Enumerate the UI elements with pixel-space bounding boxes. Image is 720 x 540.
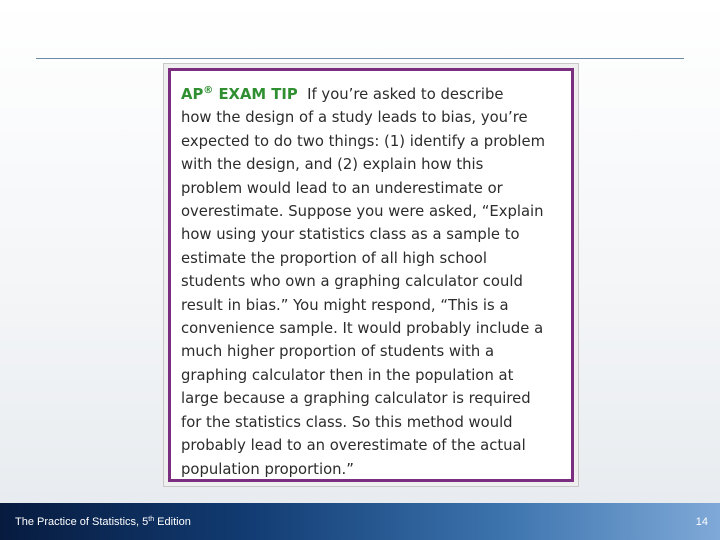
exam-tip-label-suffix: EXAM TIP	[213, 86, 298, 103]
book-title-suffix: Edition	[154, 516, 191, 528]
exam-tip-line: students who own a graphing calculator could	[181, 273, 523, 291]
exam-tip-line: with the design, and (2) explain how this	[181, 156, 484, 174]
exam-tip-line: how using your statistics class as a sample to	[181, 226, 520, 244]
title-divider	[36, 58, 684, 59]
exam-tip-image	[163, 63, 579, 487]
book-title	[15, 516, 191, 528]
exam-tip-line: much higher proportion of students with a	[181, 343, 495, 361]
exam-tip-line: overestimate. Suppose you were asked, “Explain	[181, 203, 544, 221]
book-title-prefix: The Practice of Statistics, 5	[15, 516, 149, 528]
exam-tip-line: estimate the proportion of all high school	[181, 249, 487, 267]
exam-tip-line: problem would lead to an underestimate or	[181, 179, 503, 197]
exam-tip-box	[168, 68, 574, 482]
exam-tip-line: probably lead to an overestimate of the actual	[181, 437, 526, 455]
edition-suffix: th	[148, 516, 155, 523]
exam-tip-line: convenience sample. It would probably include a	[181, 320, 544, 338]
exam-tip-first-line: If you’re asked to describe	[297, 86, 504, 103]
exam-tip-line: how the design of a study leads to bias, you’re	[181, 109, 528, 127]
exam-tip-line: result in bias.” You might respond, “This is a	[181, 296, 509, 314]
exam-tip-line: large because a graphing calculator is required	[181, 390, 531, 408]
page-number: 14	[695, 516, 708, 528]
exam-tip-text	[181, 79, 571, 481]
exam-tip-line: population proportion.”	[181, 460, 354, 478]
exam-tip-line: for the statistics class. So this method would	[181, 413, 513, 431]
footer-bar	[0, 503, 720, 540]
exam-tip-line: expected to do two things: (1) identify a problem	[181, 132, 546, 150]
exam-tip-line: graphing calculator then in the population at	[181, 366, 514, 384]
registered-mark: ®	[203, 85, 214, 96]
exam-tip-label-ap: AP	[181, 86, 204, 103]
exam-tip-label	[181, 86, 298, 103]
